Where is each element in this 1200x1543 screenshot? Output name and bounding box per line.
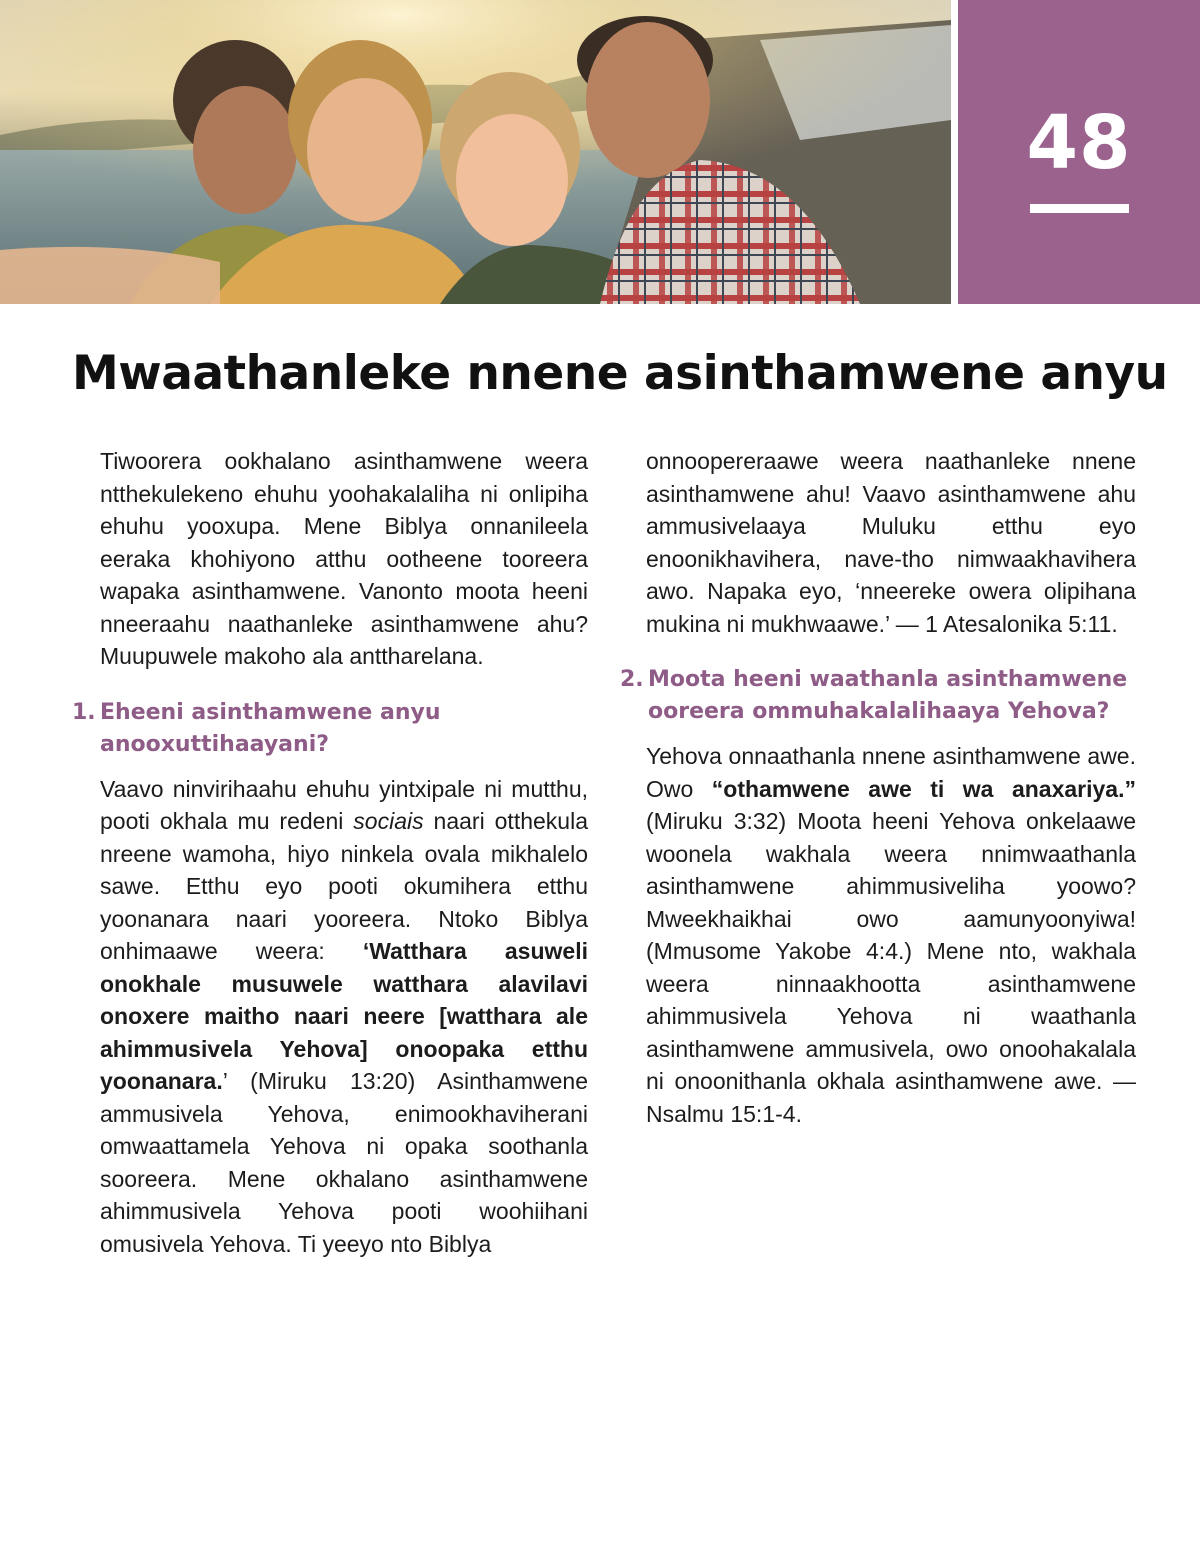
- right-column: [620, 445, 1136, 1130]
- section-2-text-a: Yehova onnaathanla nnene asinthamwene awe. Owo: [646, 743, 1136, 802]
- lesson-number-underline: [1030, 204, 1129, 213]
- section-1-heading: [72, 697, 588, 761]
- section-1-body: [100, 773, 588, 1261]
- left-column: [72, 445, 588, 1260]
- section-2-heading: [620, 664, 1136, 728]
- section-2-text-b: (Miruku 3:32) Moota heeni Yehova onkelaawe woonela wakhala weera nnimwaathanla asinthamwene ahimmusiveliha yoowo? Mweekhaikhai owo aamunyoonyiwa! (Mmusome Yakobe 4:4.) Mene nto, wakhala weera ninnaakhootta asinthamwene ahimmusivela Yehova ni waathanla asinthamwene ammusivela, owo onoohakalala ni onoonithanla okhala asinthamwene awe. — Nsalmu 15:1-4.: [646, 808, 1136, 1127]
- lesson-number-panel: [958, 0, 1200, 304]
- section-2-number: 2.: [620, 667, 644, 692]
- section-1-text-b: naari otthekula nreene wamoha, hiyo ninkela ovala mikhalelo sawe. Etthu eyo pooti okumihera etthu yoonanara naari yooreera. Ntoko Biblya onhimaawe weera:: [100, 808, 588, 964]
- section-1-text-c: ’ (Miruku 13:20) Asinthamwene ammusivela Yehova, enimookhaviherani omwaattamela Yehova ni opaka soothanla sooreera. Mene okhalano asinthamwene ahimmusivela Yehova pooti woohiihani omusivela Yehova. Ti yeeyo nto Biblya: [100, 1068, 588, 1257]
- intro-paragraph: Tiwoorera ookhalano asinthamwene weera ntthekulekeno ehuhu yoohakalaliha ni onlipiha ehuhu yooxupa. Mene Biblya onnanileela eeraka khohiyono atthu ootheene tooreera wapaka asinthamwene. Vanonto moota heeni nneeraahu naathanleke asinthamwene ahu? Muupuwele makoho ala anttharelana.: [100, 448, 588, 669]
- section-1-number: 1.: [72, 699, 96, 725]
- hero-photo: [0, 0, 951, 304]
- page-title: Mwaathanleke nnene asinthamwene anyu: [72, 346, 1168, 401]
- section-1-bible-quote: ‘Watthara asuweli onokhale musuwele watthara alavilavi onoxere maitho naari neere [watthara ale ahimmusivela Yehova] onoopaka etthu yoonanara.: [100, 938, 588, 1094]
- section-1-body-continued: onnoopereraawe weera naathanleke nnene asinthamwene ahu! Vaavo asinthamwene ahu ammusivelaaya Muluku etthu eyo enoonikhavihera, nave-tho nimwaakhavihera awo. Napaka eyo, ‘nneereke owera olipihana mukina ni mukhwaawe.’ — 1 Atesalonika 5:11.: [646, 448, 1136, 637]
- hero-illustration: [0, 0, 951, 304]
- lesson-number: 48: [1026, 100, 1132, 186]
- section-1-text-a: Vaavo ninvirihaahu ehuhu yintxipale ni mutthu, pooti okhala mu redeni: [100, 775, 588, 834]
- section-2-question: Moota heeni waathanla asinthamwene ooreera ommuhakalalihaaya Yehova?: [648, 667, 1128, 724]
- section-2-body: [646, 740, 1136, 1130]
- section-2-bible-quote: “othamwene awe ti wa anaxariya.”: [711, 775, 1136, 802]
- section-1-italic-term: sociais: [353, 808, 424, 834]
- section-1-question: Eheeni asinthamwene anyu anooxuttihaayani?: [100, 699, 441, 757]
